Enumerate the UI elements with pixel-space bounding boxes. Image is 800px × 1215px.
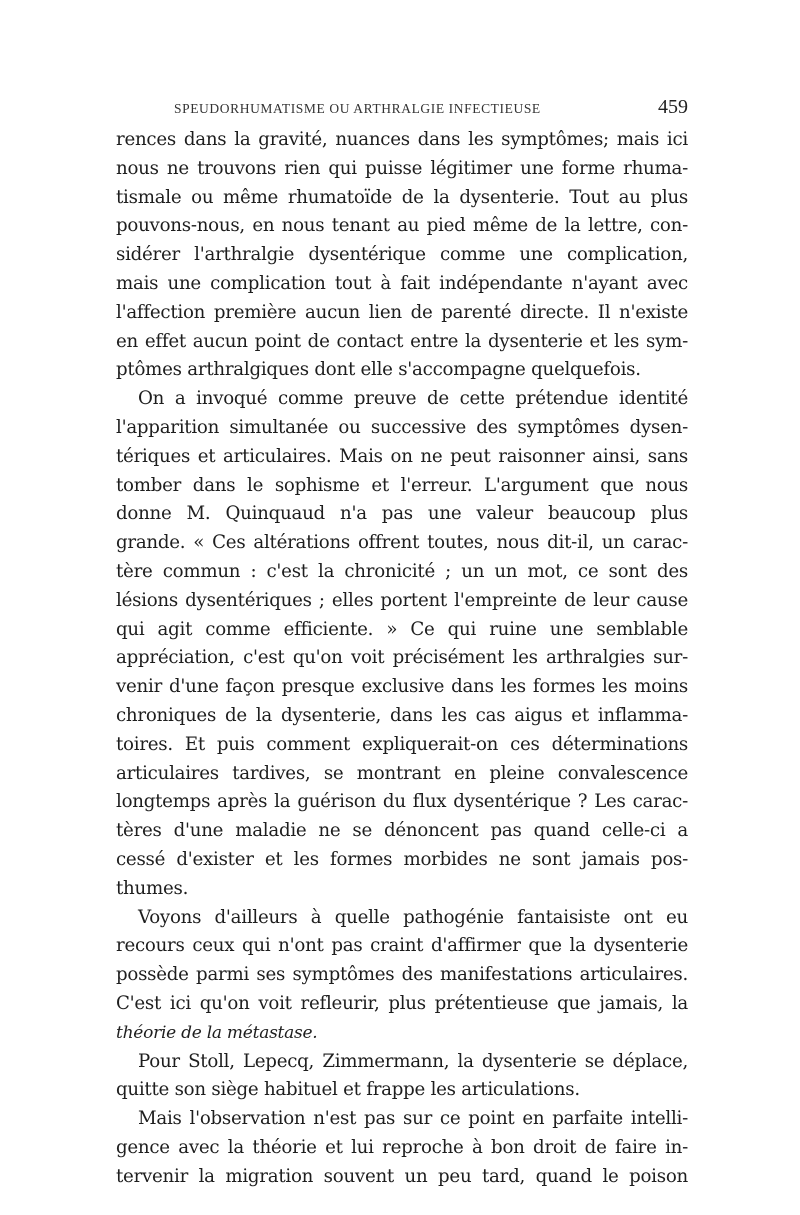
text-line: rences dans la gravité, nuances dans les symptômes; mais ici: [116, 129, 688, 150]
text-line: l'apparition simultanée ou successive des symptômes dysen-: [116, 416, 688, 438]
text-line: appréciation, c'est qu'on voit précisément les arthralgies sur-: [116, 647, 688, 669]
text-line: tériques et articulaires. Mais on ne peut raisonner ainsi, sans: [116, 445, 688, 467]
text-line: possède parmi ses symptômes des manifestations articulaires.: [116, 964, 688, 986]
text-line: Mais l'observation n'est pas sur ce point en parfaite intelli-: [138, 1108, 688, 1130]
text-line: On a invoqué comme preuve de cette prétendue identité: [138, 388, 688, 410]
text-line: grande. « Ces altérations offrent toutes, nous dit-il, un carac-: [116, 532, 688, 554]
text-line: sidérer l'arthralgie dysentérique comme une complication,: [116, 244, 688, 266]
text-line: venir d'une façon presque exclusive dans les formes les moins: [116, 676, 688, 698]
text-line: chroniques de la dysenterie, dans les cas aigus et inflamma-: [116, 704, 688, 726]
text-line: qui agit comme efficiente. » Ce qui ruine une semblable: [116, 618, 688, 640]
text-line: longtemps après la guérison du flux dysentérique ? Les carac-: [116, 791, 688, 813]
text-line: C'est ici qu'on voit refleurir, plus prétentieuse que jamais, la: [116, 992, 688, 1014]
page-header: [116, 98, 688, 122]
text-line: tismale ou même rhumatoïde de la dysenterie. Tout au plus: [116, 186, 688, 208]
text-line: recours ceux qui n'ont pas craint d'affirmer que la dysenterie: [116, 935, 688, 957]
text-line: thumes.: [116, 877, 189, 899]
page-number: 459: [658, 96, 688, 118]
text-line: pouvons-nous, en nous tenant au pied même de la lettre, con-: [116, 215, 688, 237]
text-line: quitte son siège habituel et frappe les articulations.: [116, 1079, 580, 1101]
text-line: cessé d'exister et les formes morbides ne sont jamais pos-: [116, 848, 688, 870]
text-line: en effet aucun point de contact entre la dysenterie et les sym-: [116, 330, 688, 352]
text-line: articulaires tardives, se montrant en pleine convalescence: [116, 762, 688, 784]
text-line: toires. Et puis comment expliquerait-on ces déterminations: [116, 733, 688, 755]
text-line-italic: théorie de la métastase.: [116, 1022, 318, 1043]
text-line: Voyons d'ailleurs à quelle pathogénie fantaisiste ont eu: [138, 906, 688, 928]
running-title: SPEUDORHUMATISME OU ARTHRALGIE INFECTIEUSE: [174, 101, 541, 116]
text-line: Pour Stoll, Lepecq, Zimmermann, la dysenterie se déplace,: [138, 1050, 688, 1072]
text-line: mais une complication tout à fait indépendante n'ayant avec: [116, 272, 688, 294]
text-line: lésions dysentériques ; elles portent l'empreinte de leur cause: [116, 589, 688, 611]
text-line: tomber dans le sophisme et l'erreur. L'argument que nous: [116, 474, 688, 496]
text-line: ptômes arthralgiques dont elle s'accompagne quelquefois.: [116, 359, 641, 381]
text-line: gence avec la théorie et lui reproche à bon droit de faire in-: [116, 1136, 688, 1158]
text-line: donne M. Quinquaud n'a pas une valeur beaucoup plus: [116, 503, 688, 525]
body-text: [116, 126, 688, 1191]
text-line: nous ne trouvons rien qui puisse légitimer une forme rhuma-: [116, 157, 688, 179]
text-line: tère commun : c'est la chronicité ; un un mot, ce sont des: [116, 560, 688, 582]
text-line: l'affection première aucun lien de parenté directe. Il n'existe: [116, 301, 688, 323]
text-line: tères d'une maladie ne se dénoncent pas quand celle-ci a: [116, 820, 688, 842]
text-line: tervenir la migration souvent un peu tard, quand le poison: [116, 1165, 688, 1187]
